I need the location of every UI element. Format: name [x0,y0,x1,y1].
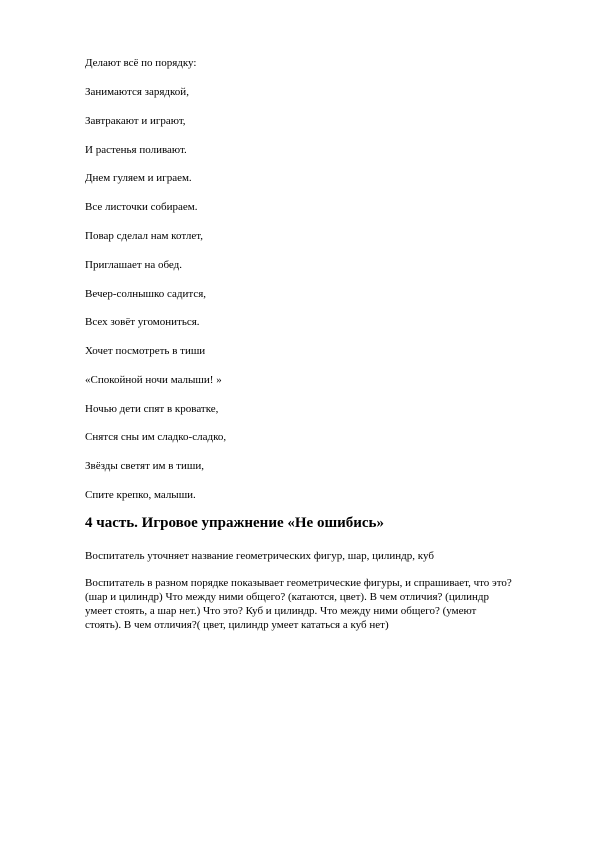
section-paragraph: Воспитатель уточняет название геометрических фигур, шар, цилиндр, куб [85,550,434,562]
poem-line: Всех зовёт угомониться. [85,316,200,328]
poem-line: И растенья поливают. [85,144,187,156]
poem-line: Вечер-солнышко садится, [85,288,207,300]
poem-line: Спите крепко, малыши. [85,489,196,501]
poem-line: Ночью дети спят в кроватке, [85,403,219,415]
poem-line: Снятся сны им сладко-сладко, [85,431,227,443]
paragraph-line: умеет стоять, а шар нет.) Что это? Куб и цилиндр. Что между ними общего? (умеют [85,605,477,617]
paragraph-line: стоять). В чем отличия?( цвет, цилиндр умеет кататься а куб нет) [85,619,389,631]
paragraph-line: Воспитатель в разном порядке показывает геометрические фигуры, и спрашивает, что это? [85,577,512,589]
poem-line: Звёзды светят им в тиши, [85,460,204,472]
poem-line: «Спокойной ночи малыши! » [85,374,222,386]
paragraph-line: (шар и цилиндр) Что между ними общего? (катаются, цвет). В чем отличия? (цилиндр [85,591,489,603]
poem-line: Все листочки собираем. [85,201,198,213]
section-heading: 4 часть. Игровое упражнение «Не ошибись» [85,515,384,531]
poem-line: Завтракают и играют, [85,115,186,127]
poem-line: Приглашает на обед. [85,259,183,271]
poem-line: Днем гуляем и играем. [85,172,192,184]
poem-line: Хочет посмотреть в тиши [85,345,206,357]
poem-line: Занимаются зарядкой, [85,86,189,98]
poem-line: Делают всё по порядку: [85,57,197,69]
poem-line: Повар сделал нам котлет, [85,230,203,242]
